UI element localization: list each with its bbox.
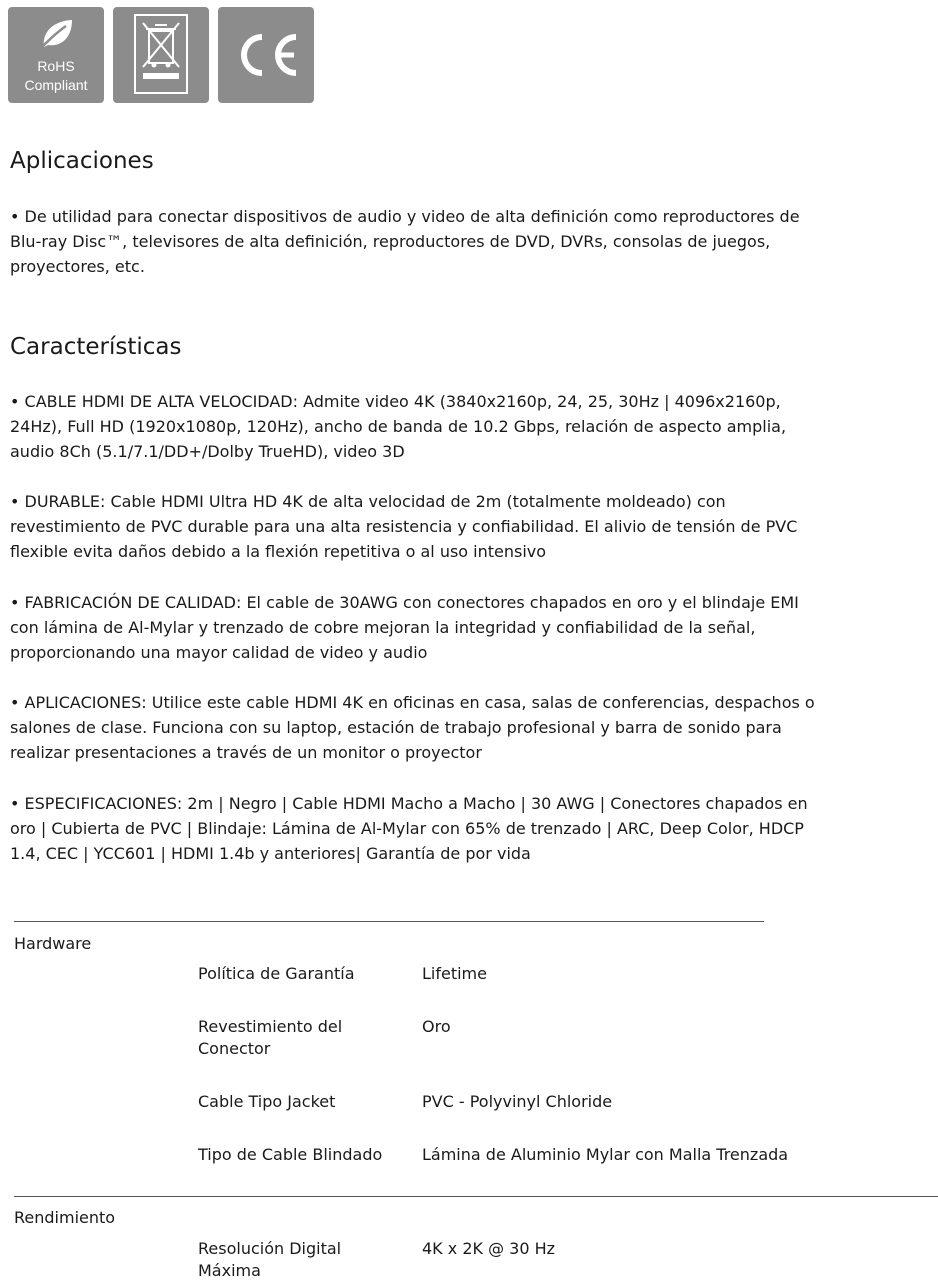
spec-label: Cable Tipo Jacket [198,1092,336,1111]
feature-quality [10,590,935,665]
paragraph-line: proyectores, etc. [10,257,145,276]
spec-value: Lámina de Aluminio Mylar con Malla Trenzada [422,1145,789,1164]
spec-value: 4K x 2K @ 30 Hz [422,1239,556,1258]
paragraph-line: revestimiento de PVC durable para una alta resistencia y confiabilidad. El alivio de tensión de PVC [10,517,798,536]
paragraph-line: salones de clase. Funciona con su laptop, estación de trabajo profesional y barra de sonido para [10,718,782,737]
feature-durable [10,489,935,564]
paragraph-line: 24Hz), Full HD (1920x1080p, 120Hz), ancho de banda de 10.2 Gbps, relación de aspecto amplia, [10,417,787,436]
crossed-bin-icon [113,7,209,103]
spec-value: Lifetime [422,964,487,983]
rohs-line2: Compliant [24,77,88,93]
hardware-section-title: Hardware [14,934,92,953]
spec-value: Oro [422,1017,451,1036]
paragraph-line: • De utilidad para conectar dispositivos de audio y video de alta definición como reproductores de [10,207,800,226]
paragraph-line: Blu-ray Disc™, televisores de alta definición, reproductores de DVD, DVRs, consolas de juegos, [10,232,771,251]
rendimiento-section-title: Rendimiento [14,1208,116,1227]
feature-high-speed [10,389,935,464]
paragraph-line: • FABRICACIÓN DE CALIDAD: El cable de 30AWG con conectores chapados en oro y el blindaje EMI [10,593,799,612]
certification-badges [8,7,314,103]
divider [14,921,764,922]
spec-label: Tipo de Cable Blindado [198,1145,383,1164]
spec-label: Resolución Digital Máxima [198,1239,342,1280]
ce-mark-icon [218,7,314,103]
rohs-line1: RoHS [37,58,75,74]
spec-value: PVC - Polyvinyl Chloride [422,1092,613,1111]
ce-badge [218,7,314,103]
paragraph-line: • CABLE HDMI DE ALTA VELOCIDAD: Admite video 4K (3840x2160p, 24, 25, 30Hz | 4096x2160p, [10,392,781,411]
spec-label: Revestimiento del Conector [198,1017,343,1058]
paragraph-line: oro | Cubierta de PVC | Blindaje: Lámina de Al-Mylar con 65% de trenzado | ARC, Deep Color, HDCP [10,819,804,838]
caracteristicas-heading: Características [10,334,182,360]
paragraph-line: • ESPECIFICACIONES: 2m | Negro | Cable HDMI Macho a Macho | 30 AWG | Conectores chapados en [10,794,808,813]
feature-specifications [10,791,935,866]
divider [14,1196,938,1197]
paragraph-line: con lámina de Al-Mylar y trenzado de cobre mejoran la integridad y confiabilidad de la señal, [10,618,756,637]
spec-label: Política de Garantía [198,964,355,983]
paragraph-line: audio 8Ch (5.1/7.1/DD+/Dolby TrueHD), video 3D [10,442,405,461]
paragraph-line: 1.4, CEC | YCC601 | HDMI 1.4b y anteriores| Garantía de por vida [10,844,531,863]
rohs-label [8,57,104,95]
aplicaciones-paragraph [10,204,935,279]
paragraph-line: • DURABLE: Cable HDMI Ultra HD 4K de alta velocidad de 2m (totalmente moldeado) con [10,492,726,511]
rohs-badge [8,7,104,103]
paragraph-line: proporcionando una mayor calidad de video y audio [10,643,428,662]
leaf-icon [36,17,76,51]
feature-applications [10,690,935,765]
paragraph-line: realizar presentaciones a través de un monitor o proyector [10,743,482,762]
paragraph-line: flexible evita daños debido a la flexión repetitiva o al uso intensivo [10,542,547,561]
weee-badge [113,7,209,103]
aplicaciones-heading: Aplicaciones [10,148,154,174]
paragraph-line: • APLICACIONES: Utilice este cable HDMI 4K en oficinas en casa, salas de conferencias, despachos o [10,693,815,712]
